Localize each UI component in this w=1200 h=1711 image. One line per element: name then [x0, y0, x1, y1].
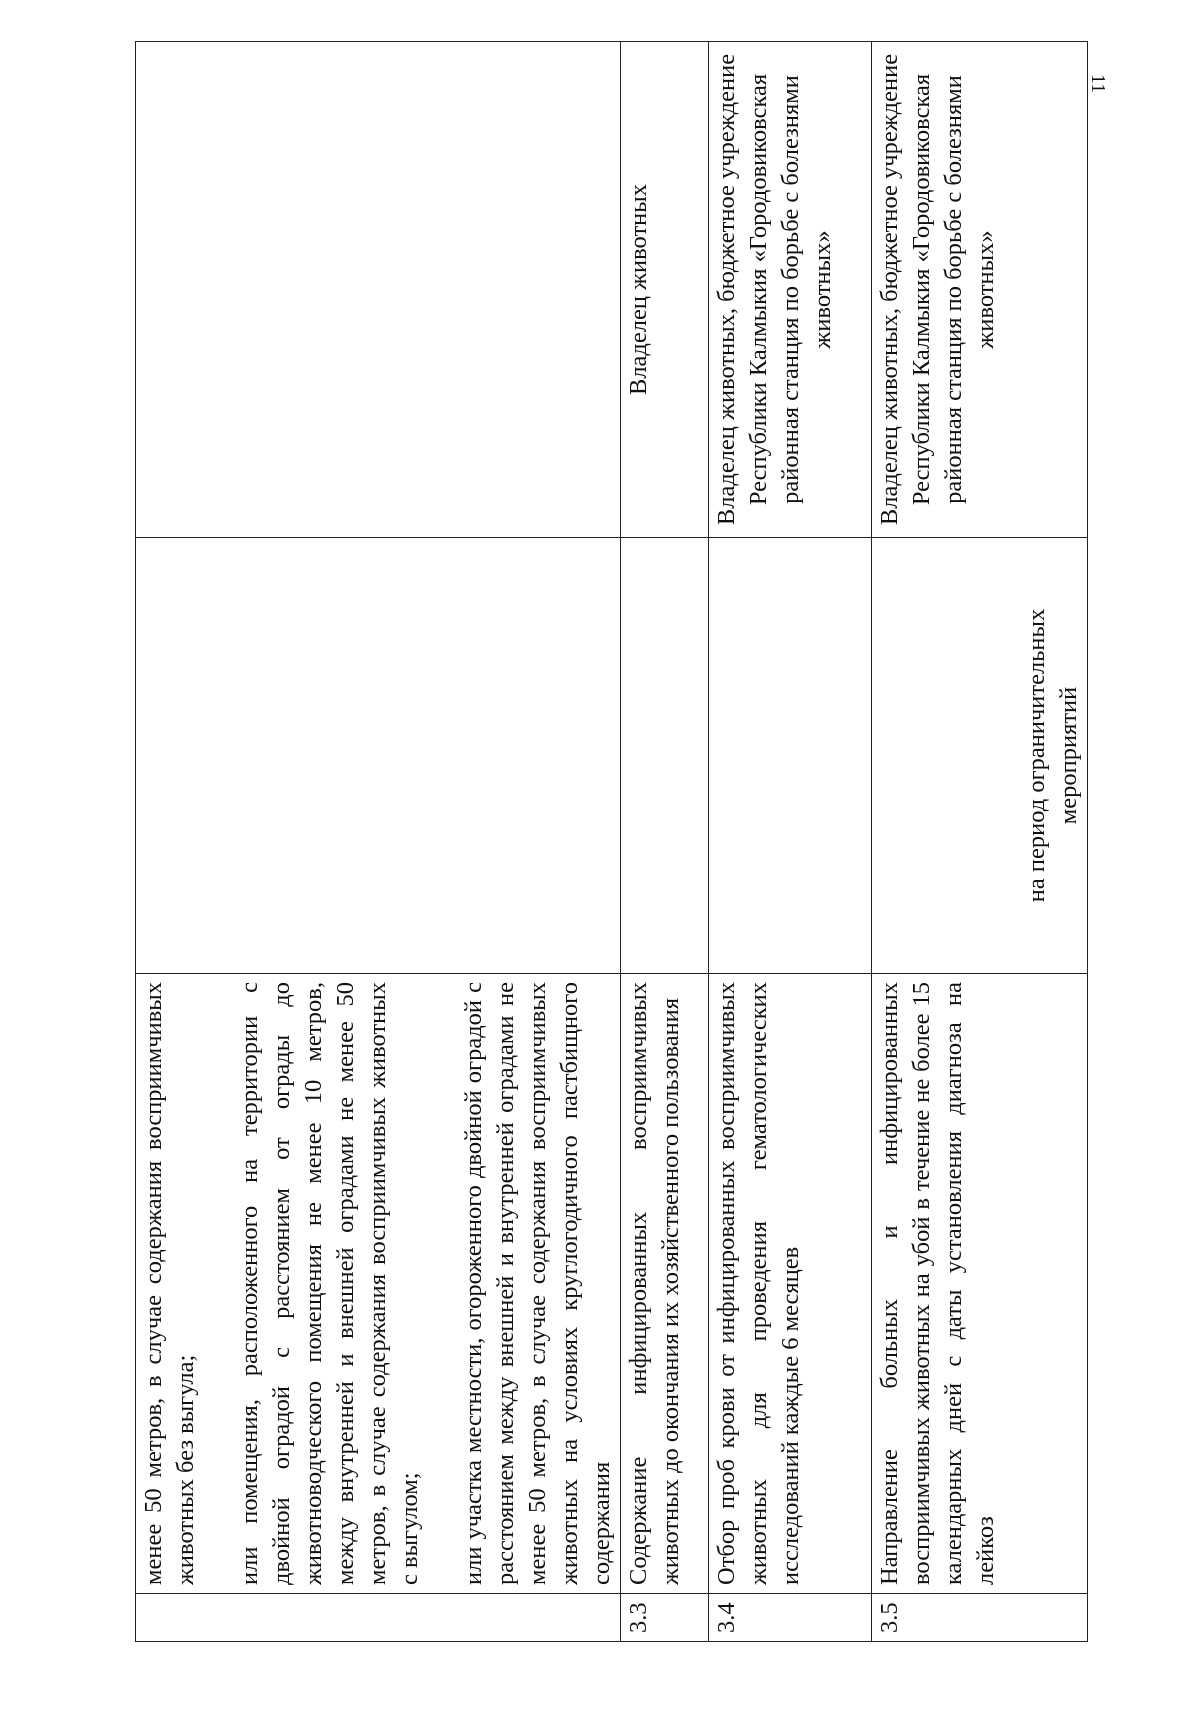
period-cell	[136, 538, 621, 974]
table-row	[621, 42, 709, 1642]
table-row	[872, 42, 1088, 1642]
measure-paragraph: или участка местности, огороженного двойной оградой с расстоянием между внешней и внутренней оградами не менее 50 метров, в случае содержания восприимчивых животных на условиях круглогодичного пастбищного содержания	[460, 982, 615, 1585]
responsible-cell	[136, 42, 621, 538]
page-number: 11	[1087, 73, 1110, 94]
rotated-table-wrapper	[135, 42, 1082, 1642]
measures-table	[135, 41, 1088, 1642]
period-cell	[709, 538, 872, 974]
table-row	[136, 42, 621, 1642]
measure-paragraph: менее 50 метров, в случае содержания восприимчивых животных без выгула;	[140, 982, 199, 1585]
responsible-cell: Владелец животных, бюджетное учреждение Республики Калмыкия «Городовиковская районная станция по борьбе с болезнями животных»	[709, 42, 872, 538]
measure-description	[621, 974, 709, 1594]
measure-description	[709, 974, 872, 1594]
measure-paragraph: или помещения, расположенного на территории с двойной оградой с расстоянием от ограды до животноводческого помещения не менее 10 метров, между внутренней и внешней оградами не менее 50 метров, в случае содержания восприимчивых животных с выгулом;	[236, 982, 423, 1585]
period-cell	[621, 538, 709, 974]
row-number: 3.3	[621, 1594, 709, 1642]
measure-paragraph: Содержание инфицированных восприимчивых животных до окончания их хозяйственного пользования	[625, 982, 684, 1585]
period-cell: на период ограничительных мероприятий	[872, 538, 1088, 974]
table-row	[709, 42, 872, 1642]
measure-paragraph: Направление больных и инфицированных восприимчивых животных на убой в течение не более 15 календарных дней с даты установления диагноза на лейкоз	[876, 982, 999, 1585]
measure-paragraph: Отбор проб крови от инфицированных восприимчивых животных для проведения гематологических исследований каждые 6 месяцев	[713, 982, 804, 1585]
responsible-cell: Владелец животных	[621, 42, 709, 538]
row-number	[136, 1594, 621, 1642]
responsible-cell: Владелец животных, бюджетное учреждение Республики Калмыкия «Городовиковская районная станция по борьбе с болезнями животных»	[872, 42, 1088, 538]
measure-description	[136, 974, 621, 1594]
row-number: 3.4	[709, 1594, 872, 1642]
row-number: 3.5	[872, 1594, 1088, 1642]
measure-description	[872, 974, 1088, 1594]
